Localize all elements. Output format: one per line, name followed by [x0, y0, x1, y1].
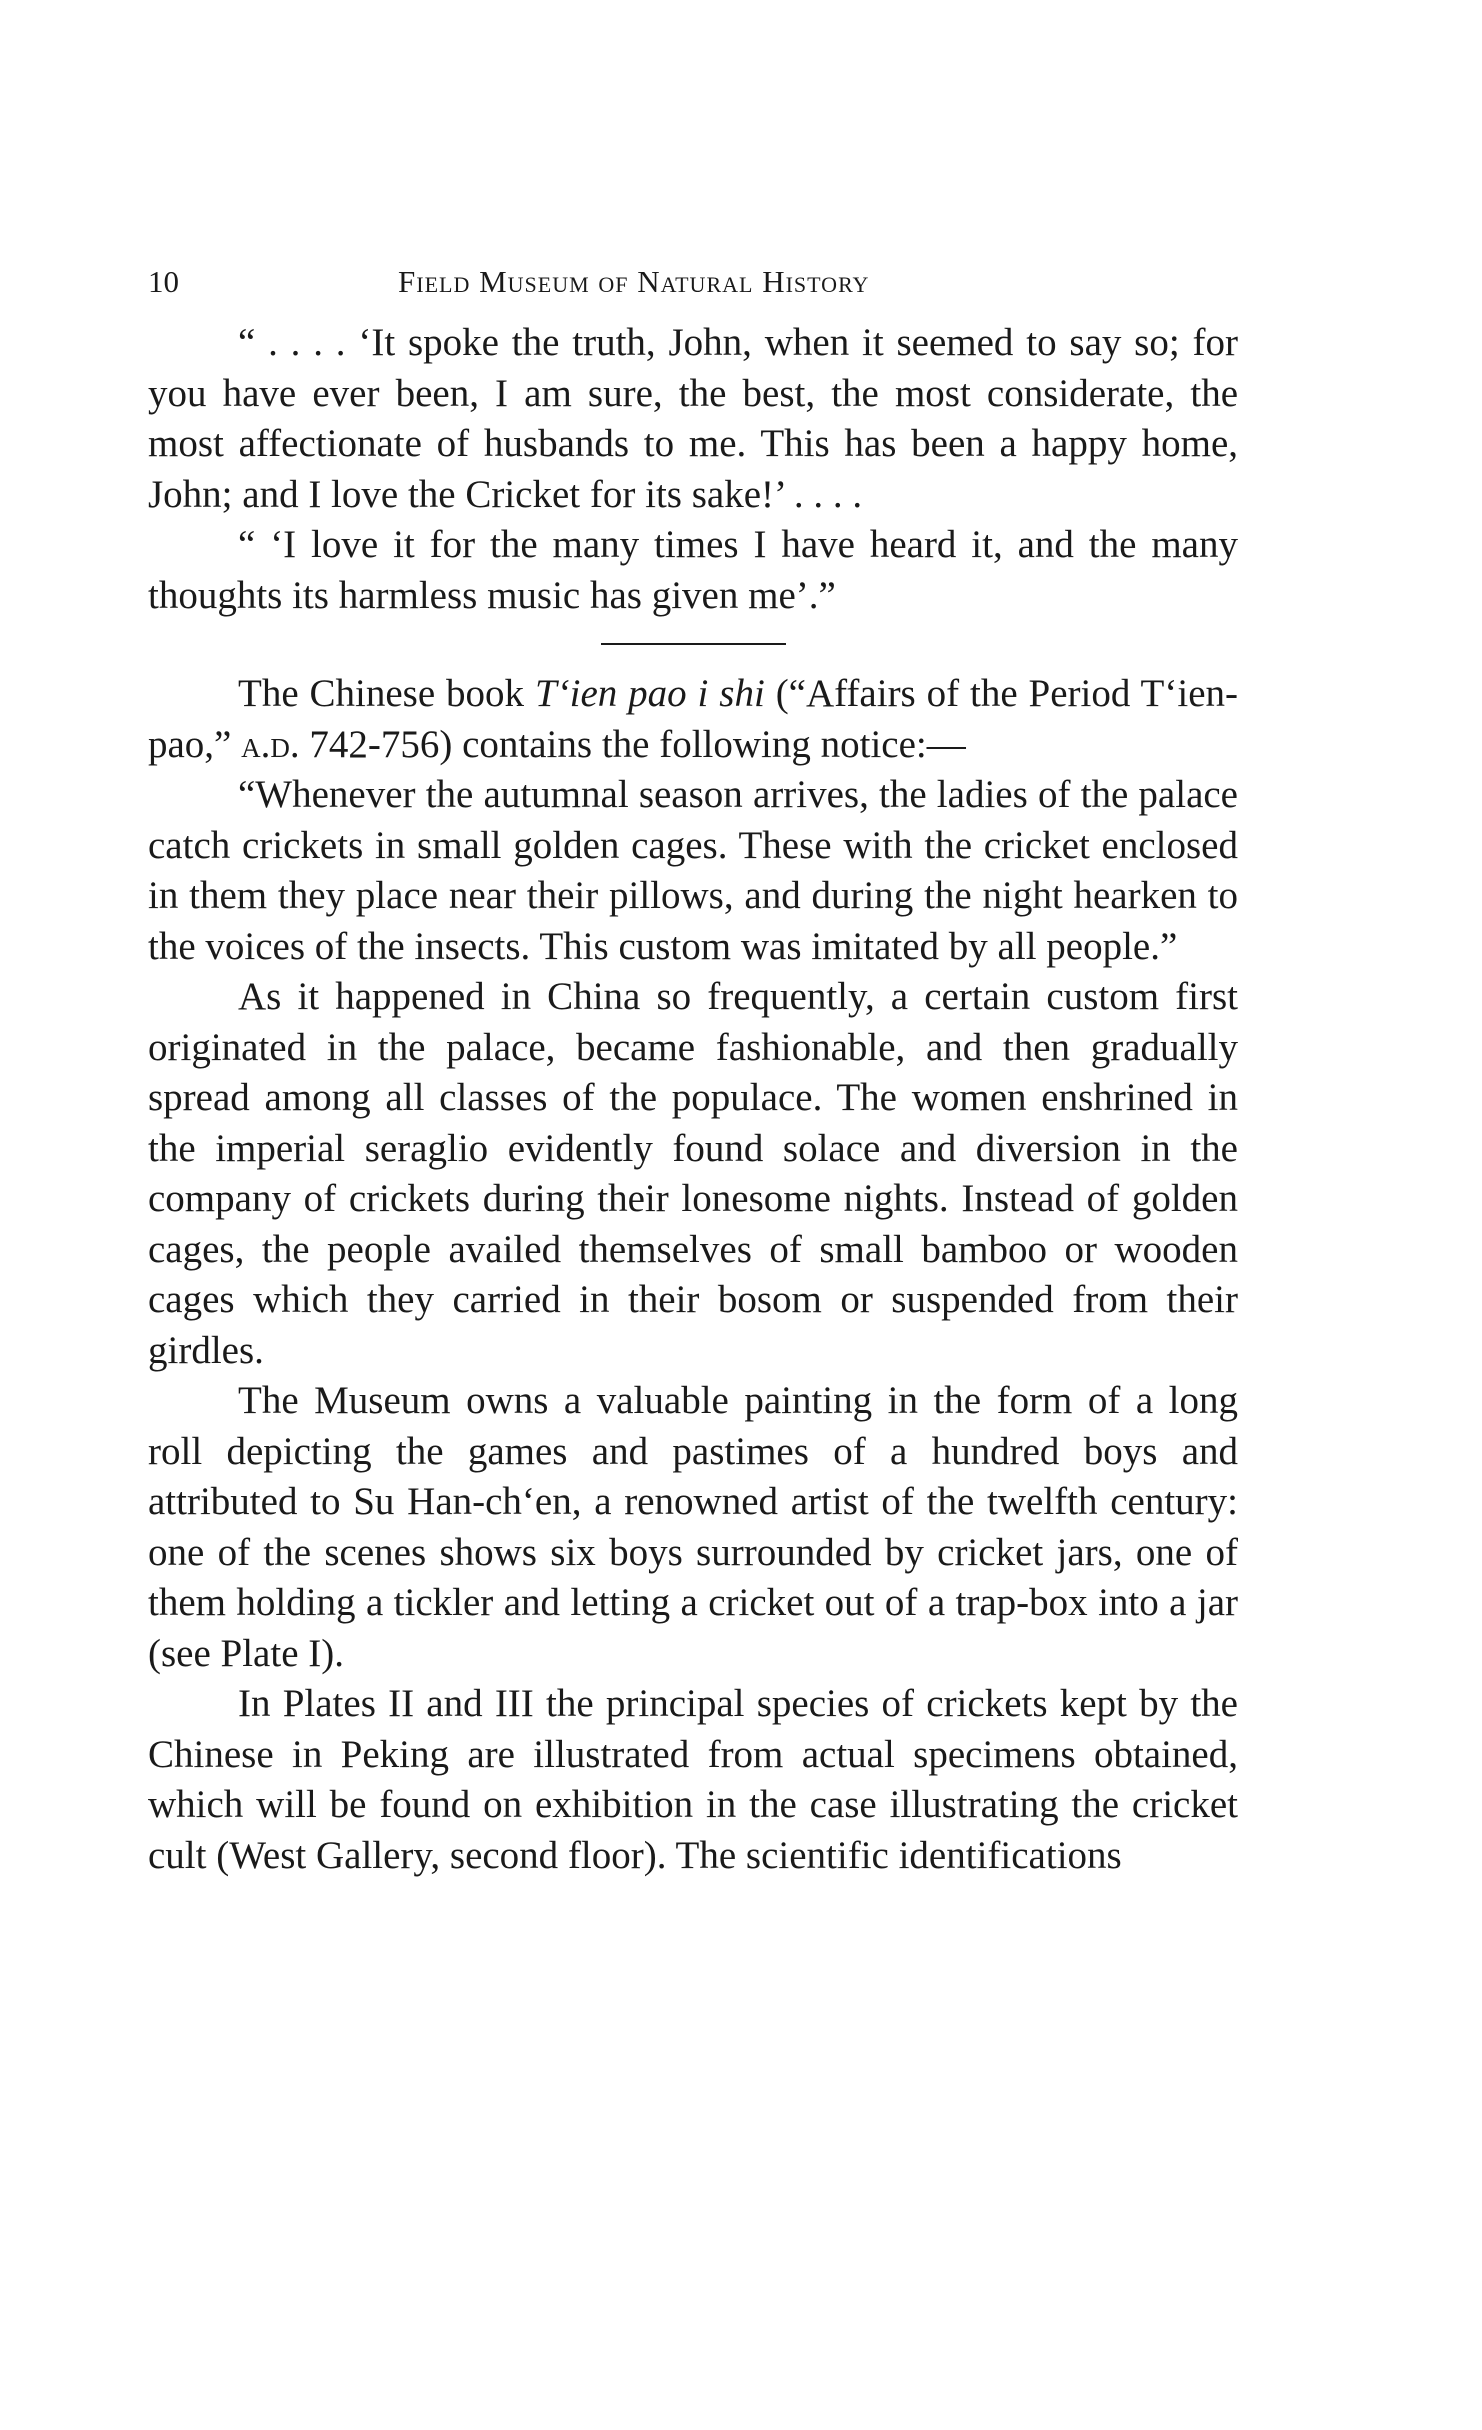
paragraph-chinese-book-intro: The Chinese book [238, 672, 535, 715]
paragraph-chinese-book-mid: (“Affairs of the Period T‘ien-pao,” [148, 672, 1238, 766]
paragraph-plates: In Plates II and III the principal species of crickets kept by the Chinese in Peking are illustrated from actual specimens obtained, which will be found on exhibition in the case illustrating the cricket cult (West Gallery, second floor). The scientific identifications [148, 1682, 1238, 1877]
paragraph-chinese-book-end: 742-756) contains the following notice:— [299, 722, 966, 766]
paragraph-palace-quote: “Whenever the autumnal season arrives, the ladies of the palace catch crickets in small golden cages. These with the cricket enclosed in them they place near their pillows, and during the night hearken to the voices of the insects. This custom was imitated by all people.” [148, 773, 1238, 968]
book-page [148, 262, 1238, 1881]
quote-paragraph-1: “ . . . . ‘It spoke the truth, John, when it seemed to say so; for you have ever been, I am sure, the best, the most considerate, the most affectionate of husbands to me. This has been a happy home, John; and I love the Cricket for its sake!’ . . . . [148, 321, 1238, 516]
era-abbreviation: a.d. [241, 722, 300, 766]
section-divider [601, 643, 786, 645]
page-number: 10 [148, 264, 179, 299]
running-head [148, 262, 1238, 312]
quote-paragraph-2: “ ‘I love it for the many times I have heard it, and the many thoughts its harmless music has given me’.” [148, 523, 1238, 617]
book-title: T‘ien pao i shi [534, 672, 765, 715]
paragraph-chinese-book [148, 669, 1238, 770]
paragraph-custom: As it happened in China so frequently, a certain custom first originated in the palace, became fashionable, and then gradually spread among all classes of the populace. The women enshrined in the imperial seraglio evidently found solace and diversion in the company of crickets during their lonesome nights. Instead of golden cages, the people availed themselves of small bamboo or wooden cages which they carried in their bosom or suspended from their girdles. [148, 975, 1238, 1372]
paragraph-painting: The Museum owns a valuable painting in the form of a long roll depicting the games and pastimes of a hundred boys and attributed to Su Han-ch‘en, a renowned artist of the twelfth century: one of the scenes shows six boys surrounded by cricket jars, one of them holding a tickler and letting a cricket out of a trap-box into a jar (see Plate I). [148, 1379, 1238, 1675]
page-text [148, 318, 1238, 1881]
running-head-title: Field Museum of Natural History [398, 264, 870, 299]
